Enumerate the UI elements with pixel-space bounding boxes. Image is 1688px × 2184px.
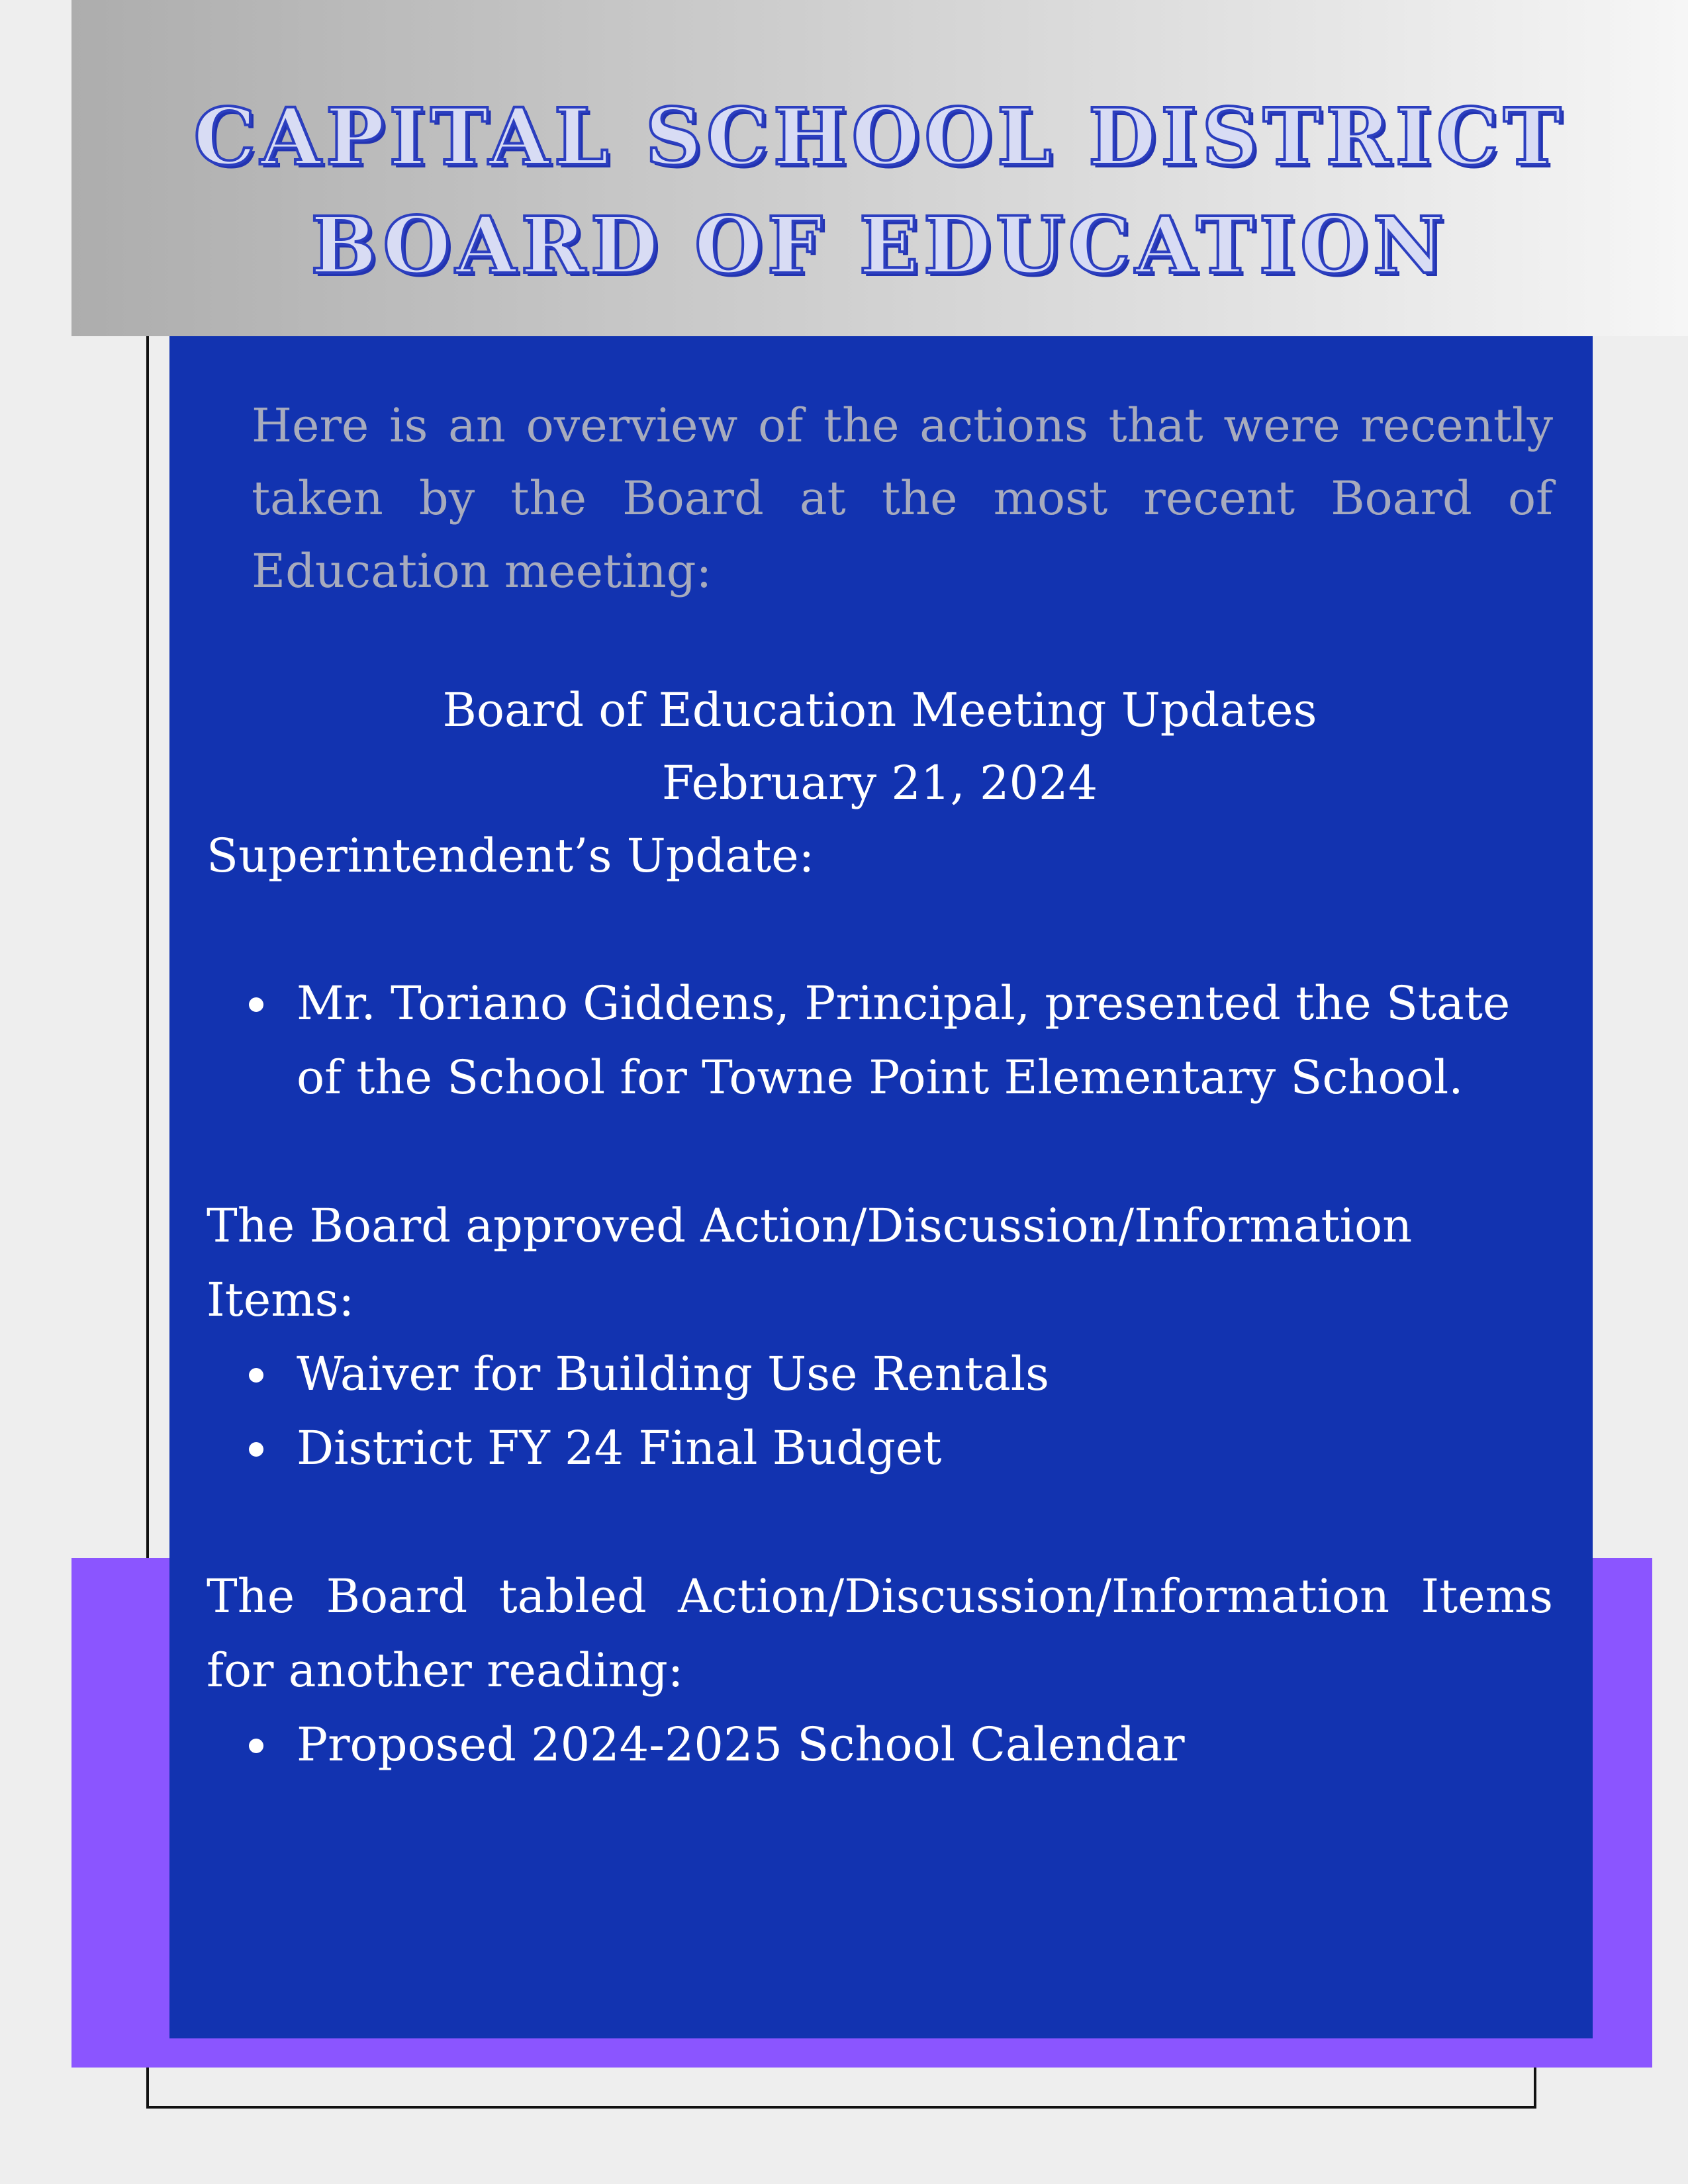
approved-list [207, 1337, 1553, 1485]
title-line-1: CAPITAL SCHOOL DISTRICT [193, 91, 1566, 183]
intro-text: Here is an overview of the actions that were recently taken by the Board at the most recent Board of Education meeting: [252, 398, 1553, 598]
superintendent-label: Superintendent’s Update: [207, 829, 815, 883]
superintendent-list [207, 966, 1553, 1115]
list-item: Proposed 2024-2025 School Calendar [297, 1707, 1553, 1782]
meeting-heading: Board of Education Meeting Updates [442, 683, 1317, 737]
meeting-date: February 21, 2024 [661, 756, 1098, 810]
title-line-2: BOARD OF EDUCATION [310, 199, 1449, 291]
list-item: District FY 24 Final Budget [297, 1411, 1553, 1485]
panel-content [169, 336, 1593, 1782]
tabled-list [207, 1707, 1553, 1782]
approved-label: The Board approved Action/Discussion/Information Items: [207, 1199, 1413, 1327]
list-item: Waiver for Building Use Rentals [297, 1337, 1553, 1411]
tabled-label: The Board tabled Action/Discussion/Information Items for another reading: [207, 1569, 1553, 1698]
list-item: Mr. Toriano Giddens, Principal, presented the State of the School for Towne Point Elementary School. [297, 966, 1553, 1115]
page-title [71, 83, 1688, 300]
